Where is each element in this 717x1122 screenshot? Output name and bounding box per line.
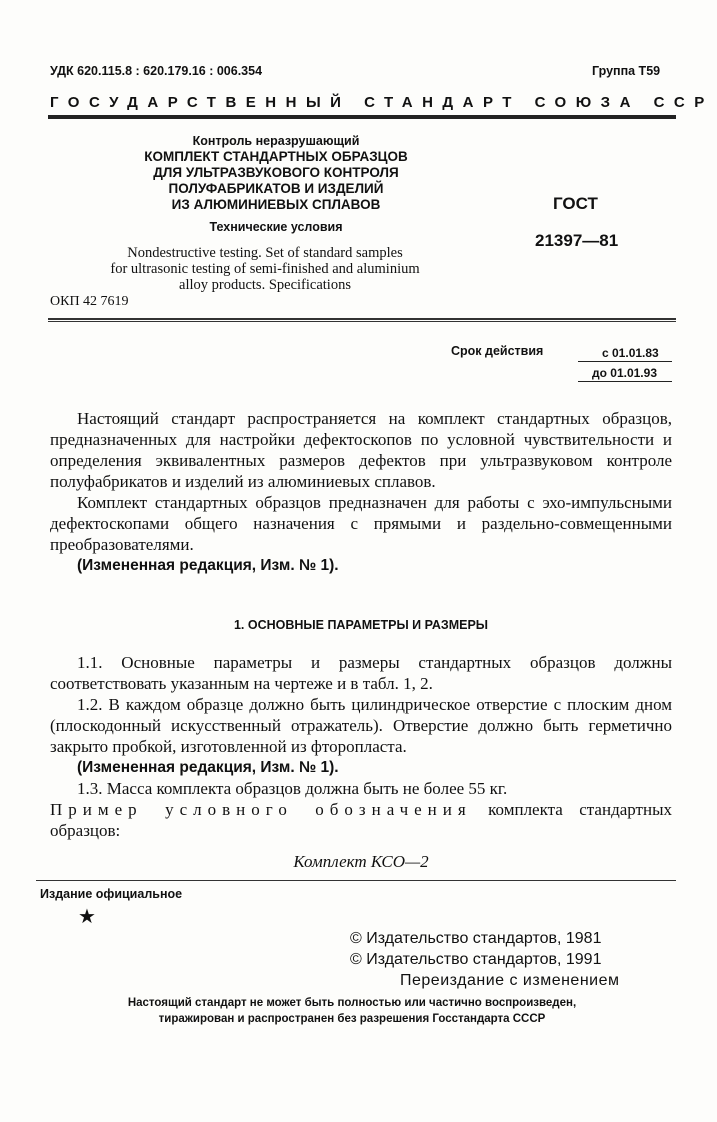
clause: 1.1. Основные параметры и размеры стандартных образцов должны соответствовать указанным на чертеже и в табл. 1, 2. xyxy=(50,653,672,693)
header-rule xyxy=(48,115,676,119)
intro-paragraph: Настоящий стандарт распространяется на комплект стандартных образцов, предназначенных для настройки дефектоскопов по условной чувствительности и определения эквивалентных размеров дефектов при ультразвуковом контроле полуфабрикатов и изделий из алюминиевых сплавов. xyxy=(50,409,672,491)
title-rule-second xyxy=(48,321,676,322)
footer-rule xyxy=(36,880,676,881)
validity-underline xyxy=(578,381,672,382)
title-line: ИЗ АЛЮМИНИЕВЫХ СПЛАВОВ xyxy=(171,197,381,212)
copyright: © Издательство стандартов, 1991 xyxy=(350,951,602,968)
designation-example: Комплект КСО—2 xyxy=(293,852,429,871)
intro-paragraph: Комплект стандартных образцов предназначен для работы с эхо-импульсными дефектоскопами общего назначения с прямыми и раздельно-совмещенными преобразователями. xyxy=(50,493,672,554)
section-text xyxy=(50,652,672,841)
title-rule xyxy=(48,318,676,320)
example-label-rest: комплекта стандартных образцов: xyxy=(50,800,672,840)
example-label: Пример условного обозначения xyxy=(50,800,472,819)
title-line: ДЛЯ УЛЬТРАЗВУКОВОГО КОНТРОЛЯ xyxy=(153,165,399,180)
title-block xyxy=(96,133,456,235)
gost-number: 21397—81 xyxy=(535,231,619,250)
title-subtitle: Технические условия xyxy=(209,220,343,234)
title-line: ПОЛУФАБРИКАТОВ И ИЗДЕЛИЙ xyxy=(168,181,384,196)
star-icon: ★ xyxy=(78,906,96,928)
english-title-line: for ultrasonic testing of semi-finished and aluminium xyxy=(110,261,420,277)
english-title-line: alloy products. Specifications xyxy=(179,277,351,293)
validity-from: с 01.01.83 xyxy=(602,346,659,360)
reissue-note: Переиздание с изменением xyxy=(400,972,620,989)
english-title-line: Nondestructive testing. Set of standard samples xyxy=(127,245,403,261)
official-edition: Издание официальное xyxy=(40,887,183,901)
group-code: Группа Т59 xyxy=(592,64,661,78)
amendment-note: (Измененная редакция, Изм. № 1). xyxy=(77,759,339,776)
notice-line: Настоящий стандарт не может быть полностью или частично воспроизведен, xyxy=(127,997,577,1009)
validity-to: до 01.01.93 xyxy=(592,366,657,380)
title-line: КОМПЛЕКТ СТАНДАРТНЫХ ОБРАЗЦОВ xyxy=(144,149,408,164)
udk-code: УДК 620.115.8 : 620.179.16 : 006.354 xyxy=(50,64,263,78)
clause: 1.3. Масса комплекта образцов должна быть не более 55 кг. xyxy=(77,779,508,798)
english-title xyxy=(50,245,480,293)
reproduction-notice xyxy=(36,995,668,1027)
notice-line: тиражирован и распространен без разрешения Госстандарта СССР xyxy=(158,1013,546,1025)
title-category: Контроль неразрушающий xyxy=(192,134,360,148)
gost-label: ГОСТ xyxy=(553,194,598,213)
validity-underline xyxy=(578,361,672,362)
amendment-note: (Измененная редакция, Изм. № 1). xyxy=(77,557,339,574)
section-heading: 1. ОСНОВНЫЕ ПАРАМЕТРЫ И РАЗМЕРЫ xyxy=(233,618,489,632)
intro-text xyxy=(50,408,672,576)
okp-code: ОКП 42 7619 xyxy=(50,294,129,309)
clause: 1.2. В каждом образце должно быть цилиндрическое отверстие с плоским дном (плоскодонный искусственный отражатель). Отверстие должно быть герметично закрыто пробкой, изготовленной из фторопласта. xyxy=(50,695,672,756)
copyright: © Издательство стандартов, 1981 xyxy=(350,930,602,947)
state-standard-banner: ГОСУДАРСТВЕННЫЙ СТАНДАРТ СОЮЗА ССР xyxy=(50,94,714,111)
example-intro xyxy=(50,799,672,841)
validity-label: Срок действия xyxy=(451,344,544,358)
